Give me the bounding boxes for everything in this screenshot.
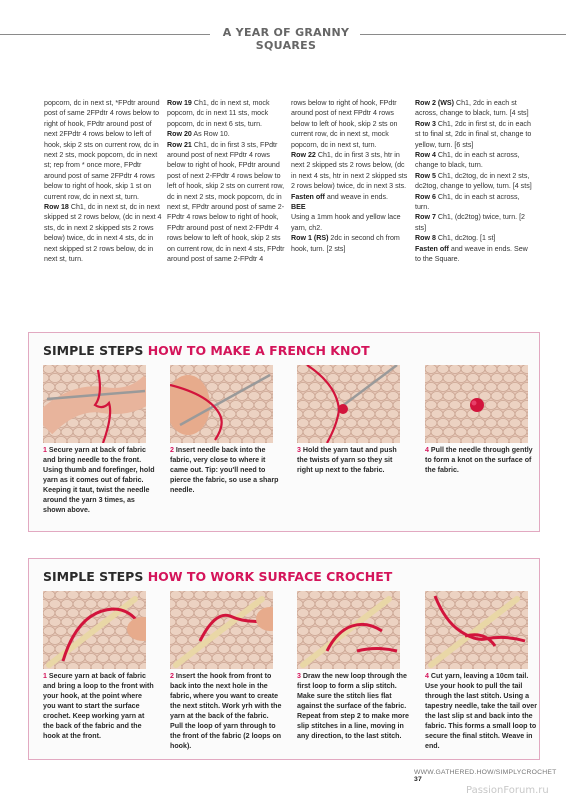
- paragraph-text: and weave in ends.: [324, 192, 389, 201]
- heading-kicker: SIMPLE STEPS: [43, 343, 144, 358]
- step-photo-image: [170, 365, 273, 443]
- page-footer: [414, 769, 566, 783]
- step-1: [43, 591, 153, 741]
- header-rule-right: [360, 34, 566, 35]
- step-3: [297, 365, 407, 475]
- header-rule-left: [0, 34, 210, 35]
- step-caption: [170, 671, 282, 751]
- pattern-paragraph: [415, 244, 533, 265]
- step-caption: [297, 445, 409, 475]
- pattern-paragraph: [44, 98, 162, 202]
- paragraph-lead: Row 6: [415, 192, 436, 201]
- pattern-paragraph: [44, 202, 162, 264]
- pattern-paragraph: [415, 150, 533, 171]
- step-text: Insert the hook from front to back into the next hole in the fabric, where you want to create the next stitch. Work yrh with the yarn at the back of the fabric. Pull the loop of yarn through to the front of the fabric (2 loops on hook).: [170, 672, 282, 750]
- step-photo-image: [43, 365, 146, 443]
- step-text: Draw the new loop through the first loop to form a slip stitch. Make sure the stitch lies flat against the surface of the fabric. Repeat from step 2 to make more slip stitches in a line, moving in any direction, to the last stitch.: [297, 672, 409, 740]
- paragraph-lead: Row 2 (WS): [415, 99, 455, 107]
- step-photo: [425, 591, 528, 669]
- step-photo-image: [297, 365, 400, 443]
- paragraph-text: Ch1, dc in each st across, turn.: [415, 192, 520, 212]
- step-text: Hold the yarn taut and push the twists of yarn so they sit right up next to the fabric.: [297, 446, 397, 474]
- step-text: Secure yarn at back of fabric and bring needle to the front. Using thumb and forefinger, hold yarn as it comes out of fabric. Keeping it taut, twist the needle around the yarn 3 times, as shown above.: [43, 446, 155, 514]
- paragraph-lead: Row 20: [167, 130, 192, 139]
- step-number: 1: [43, 672, 47, 680]
- paragraph-text: Ch1, (dc2tog) twice, turn. [2 sts]: [415, 213, 525, 232]
- step-photo: [297, 591, 400, 669]
- step-number: 4: [425, 672, 429, 680]
- paragraph-text: As Row 10.: [191, 130, 230, 139]
- pattern-paragraph: [415, 119, 533, 150]
- pattern-paragraph: [415, 98, 533, 119]
- step-number: 4: [425, 446, 429, 454]
- paragraph-lead: Row 3: [415, 119, 436, 128]
- step-number: 3: [297, 672, 301, 680]
- paragraph-text: Ch1, dc in next st, mock popcorn, dc in next 11 sts, mock popcorn, dc in next 6 sts, turn.: [167, 99, 270, 128]
- pattern-paragraph: [291, 202, 409, 212]
- paragraph-lead: Row 21: [167, 140, 192, 149]
- paragraph-text: Ch1, dc2tog, dc in next 2 sts, dc2tog, change to yellow, turn. [4 sts]: [415, 171, 532, 191]
- running-header-title: A YEAR OF GRANNY SQUARES: [222, 26, 350, 52]
- step-text: Pull the needle through gently to form a knot on the surface of the fabric.: [425, 446, 533, 474]
- step-number: 1: [43, 446, 47, 454]
- step-caption: [43, 671, 155, 741]
- pattern-paragraph: [415, 212, 533, 233]
- paragraph-text: Ch1, dc in next st, dc in next skipped st 2 rows below, (dc in next 4 sts, dc in next 2 skipped sts 2 rows below) twice, dc in next 4 sts, dc in next skipped st 2 rows below, dc in next st, turn.: [44, 203, 162, 264]
- step-number: 2: [170, 672, 174, 680]
- step-caption: [297, 671, 409, 741]
- heading-title: HOW TO MAKE A FRENCH KNOT: [147, 343, 370, 358]
- pattern-paragraph: [291, 98, 409, 150]
- step-photo: [43, 365, 146, 443]
- surface-crochet-heading: [43, 569, 392, 584]
- step-photo-image: [170, 591, 273, 669]
- pattern-paragraph: [291, 212, 409, 233]
- step-text: Cut yarn, leaving a 10cm tail. Use your hook to pull the tail through the last stitch. Using a tapestry needle, take the tail over the last slip st and back into the fabric. This forms a small loop to secure the final stitch. Weave in end.: [425, 672, 537, 750]
- paragraph-lead: Row 7: [415, 213, 436, 222]
- step-2: [170, 365, 280, 495]
- paragraph-text: Ch1, 2dc in each st across, change to black, turn. [4 sts]: [415, 99, 529, 118]
- step-text: Insert needle back into the fabric, very close to where it came out. Tip: you'll need to pierce the fabric, so use a sharp needle.: [170, 446, 279, 494]
- paragraph-lead: Row 8: [415, 234, 436, 243]
- paragraph-text: Ch1, dc2tog. [1 st]: [435, 234, 496, 243]
- french-knot-heading: [43, 343, 370, 358]
- step-4: [425, 365, 535, 475]
- step-caption: [425, 445, 537, 475]
- running-header: [0, 24, 566, 52]
- step-number: 2: [170, 446, 174, 454]
- paragraph-lead: Row 19: [167, 99, 192, 107]
- pattern-paragraph: [415, 192, 533, 213]
- step-photo-image: [43, 591, 146, 669]
- paragraph-text: and weave in ends. Sew to the Square.: [415, 244, 528, 264]
- watermark: PassionForum.ru: [466, 785, 549, 796]
- paragraph-lead: Fasten off: [415, 244, 449, 253]
- french-knot-box: [28, 332, 540, 532]
- step-4: [425, 591, 535, 751]
- heading-title: HOW TO WORK SURFACE CROCHET: [147, 569, 393, 584]
- surface-crochet-box: [28, 558, 540, 760]
- page-number: 37: [414, 776, 422, 783]
- paragraph-lead: Fasten off: [291, 192, 325, 201]
- step-photo: [425, 365, 528, 443]
- paragraph-lead: Row 4: [415, 151, 436, 160]
- step-caption: [43, 445, 155, 515]
- step-number: 3: [297, 446, 301, 454]
- pattern-paragraph: [415, 171, 533, 192]
- pattern-paragraph: [167, 129, 285, 139]
- paragraph-text: 2dc in second ch from hook, turn. [2 sts]: [291, 234, 400, 253]
- footer-url: WWW.GATHERED.HOW/SIMPLYCROCHET: [414, 769, 557, 776]
- step-1: [43, 365, 153, 515]
- step-3: [297, 591, 407, 741]
- paragraph-lead: Row 22: [291, 151, 316, 160]
- paragraph-text: Ch1, dc in first 3 sts, htr in next 2 skipped sts 2 rows below, (dc in next 4 sts, htr in next 2 skipped sts 2 rows below) twice, dc in next 3 sts.: [291, 151, 408, 191]
- pattern-paragraph: [291, 192, 409, 202]
- paragraph-lead: Row 5: [415, 171, 436, 180]
- paragraph-lead: BEE: [291, 203, 306, 212]
- text-column-2: [167, 98, 285, 265]
- paragraph-text: Ch1, 2dc in first st, dc in each st to final st, 2dc in final st, change to yellow, turn. [6 sts]: [415, 119, 532, 149]
- step-2: [170, 591, 280, 751]
- step-photo: [170, 365, 273, 443]
- step-photo: [170, 591, 273, 669]
- pattern-paragraph: [167, 140, 285, 265]
- pattern-paragraph: [291, 233, 409, 254]
- text-column-1: [44, 98, 162, 265]
- step-photo: [43, 591, 146, 669]
- text-column-4: [415, 98, 533, 265]
- pattern-paragraph: [167, 98, 285, 129]
- pattern-paragraph: [291, 150, 409, 192]
- paragraph-text: rows below to right of hook, FPdtr around post of next FPdtr 4 rows below to left of hook, skip 2 sts on current row, dc in next st, mock popcorn, dc in next st, turn.: [291, 99, 398, 149]
- text-column-3: [291, 98, 409, 254]
- step-photo-image: [297, 591, 400, 669]
- paragraph-lead: Row 18: [44, 203, 69, 212]
- paragraph-text: Using a 1mm hook and yellow lace yarn, ch2.: [291, 213, 401, 232]
- step-photo-image: [425, 365, 528, 443]
- heading-kicker: SIMPLE STEPS: [43, 569, 144, 584]
- step-caption: [425, 671, 537, 751]
- paragraph-text: popcorn, dc in next st, *FPdtr around post of same 2FPdtr 4 rows below to right of hook, FPdtr around post of next 2FPdtr 4 rows below to left of hook, skip 2 sts on current row, dc in next 2 sts, mock popcorn, dc in next st; rep from * once more, FPdtr around post of same 2FPdtr 4 rows below to right of hook, skip 1 st on current row, dc in next st, turn.: [44, 99, 160, 201]
- paragraph-text: Ch1, dc in first 3 sts, FPdtr around post of next FPdtr 4 rows below to right of hook, FPdtr around post of next 2-FPdtr 4 rows below to left of hook, skip 2 sts on current row, dc in next 2 sts, mock popcorn, dc in next st, FPdtr around post of same 2-FPdtr 4 rows below to right of hook, FPdtr around post of next 2-FPdtr 4 rows below to left of hook, skip 2 sts on current row, dc in next 4 sts, FPdtr around post of same 2-FPdtr 4: [167, 140, 285, 264]
- step-caption: [170, 445, 282, 495]
- paragraph-text: Ch1, dc in each st across, change to black, turn.: [415, 151, 520, 170]
- paragraph-lead: Row 1 (RS): [291, 234, 329, 243]
- step-text: Secure yarn at back of fabric and bring a loop to the front with your hook, at the point where you want to start the surface crochet. Keep working yarn at the back of the fabric and the hook at the front.: [43, 672, 154, 740]
- step-photo: [297, 365, 400, 443]
- step-photo-image: [425, 591, 528, 669]
- pattern-paragraph: [415, 233, 533, 243]
